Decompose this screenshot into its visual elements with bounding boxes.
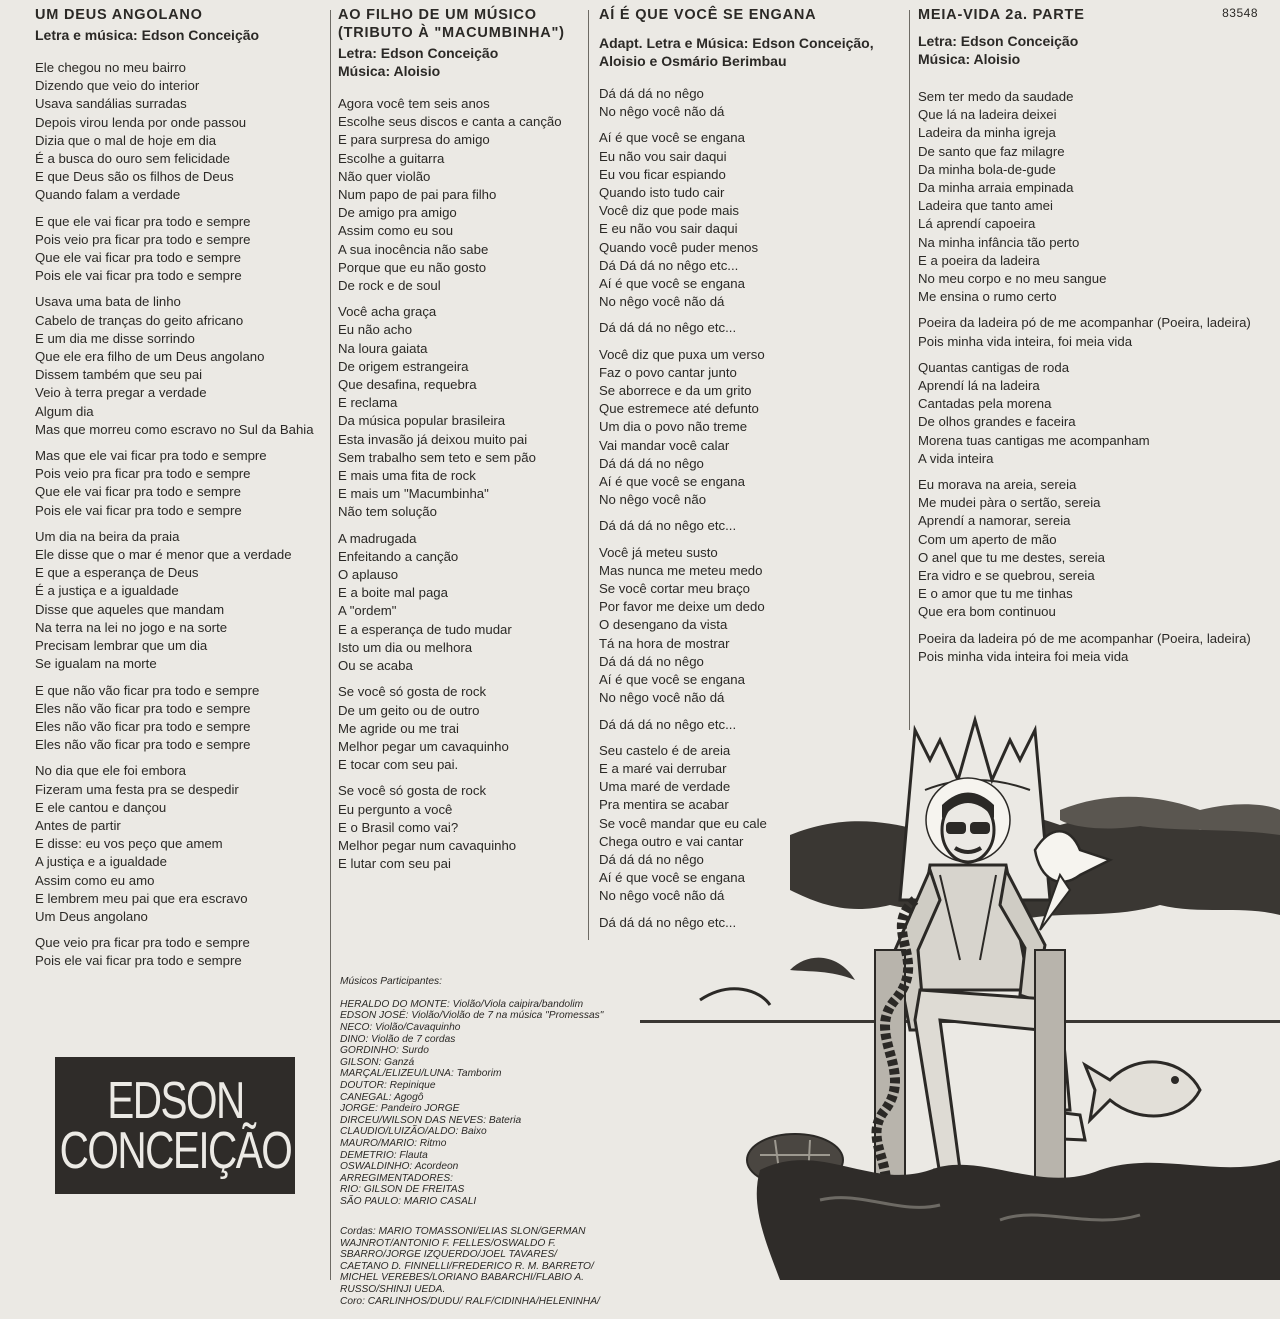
lyric-stanza: Que veio pra ficar pra todo e sempre Pois ele vai ficar pra todo e sempre [35, 935, 250, 969]
lyric-stanza: E que não vão ficar pra todo e sempre Eles não vão ficar pra todo e sempre Eles não vão ficar pra todo e sempre Eles não vão ficar pra todo e sempre [35, 682, 260, 753]
lyric-stanza: Você acha graça Eu não acho Na loura gaiata De origem estrangeira Que desafina, requebra E reclama Da música popular brasileira Esta invasão já deixou muito pai Sem trabalho sem teto e sem pão E mais uma fita de rock E mais um "Macumbinha" Não tem solução [338, 304, 536, 520]
lyric-stanza: Se você só gosta de rock De um geito ou de outro Me agride ou me trai Melhor pegar um cavaquinho E tocar com seu pai. [338, 684, 509, 773]
lyric-stanza: Quantas cantigas de roda Aprendí lá na ladeira Cantadas pela morena De olhos grandes e faceira Morena tuas cantigas me acompanham A vida inteira [918, 359, 1150, 466]
lyric-stanza: Dá dá dá no nêgo etc... [599, 518, 737, 534]
song-credits: Adapt. Letra e Música: Edson Conceição, Aloisio e Osmário Berimbau [599, 35, 874, 69]
column-divider [588, 10, 589, 940]
lyric-stanza: Mas que ele vai ficar pra todo e sempre Pois veio pra ficar pra todo e sempre Que ele vai ficar pra todo e sempre Pois ele vai ficar pra todo e sempre [35, 448, 267, 518]
logo-line: EDSON [106, 1071, 244, 1130]
lyric-stanza: Poeira da ladeira pó de me acompanhar (Poeira, ladeira) Pois minha vida inteira foi meia vida [918, 630, 1251, 664]
musicians-credits [340, 964, 640, 1319]
lyric-stanza: E que ele vai ficar pra todo e sempre Pois veio pra ficar pra todo e sempre Que ele vai ficar pra todo e sempre Pois ele vai ficar pra todo e sempre [35, 213, 251, 284]
lyric-stanza: Dá dá dá no nêgo etc... [599, 716, 737, 732]
lyric-stanza: A madrugada Enfeitando a canção O aplauso E a boite mal paga A "ordem" E a esperança de tudo mudar Isto um dia ou melhora Ou se acaba [338, 530, 512, 674]
seated-man-on-throne-illustration [640, 700, 1280, 1280]
song-credits: Letra: Edson Conceição Música: Aloisio [918, 33, 1079, 67]
lyric-stanza: Dá dá dá no nêgo etc... [599, 320, 737, 336]
column-divider [330, 10, 331, 1280]
song-title: MEIA-VIDA 2a. PARTE [918, 7, 1085, 23]
song-um-deus-angolano [35, 6, 327, 971]
lyric-stanza: Poeira da ladeira pó de me acompanhar (Poeira, ladeira) Pois minha vida inteira, foi meia vida [918, 315, 1251, 349]
musicians-group: Cordas: MARIO TOMASSONI/ELIAS SLON/GERMAN WAJNROT/ANTONIO F. FELLES/OSWALDO F. SBARRO/JORGE IZQUERDO/JOEL TAVARES/ CAETANO D. FINNELLI/FREDERICO R. M. BARRETO/ MICHEL VEREBES/LORIANO BABARCHI/FLABIO A. RUSSO/SHINJI UEDA. Coro: CARLINHOS/DUDU/ RALF/CIDINHA/HELENINHA/ [340, 1226, 600, 1307]
logo-line: CONCEIÇÃO [59, 1121, 291, 1180]
lyric-stanza: Sem ter medo da saudade Que lá na ladeira deixei Ladeira da minha igreja De santo que faz milagre Da minha bola-de-gude Da minha arraia empinada Ladeira que tanto amei Lá aprendí capoeira Na minha infância tão perto E a poeira da ladeira No meu corpo e no meu sangue Me ensina o rumo certo [918, 89, 1107, 305]
song-title: AO FILHO DE UM MÚSICO (TRIBUTO À "MACUMBINHA") [338, 7, 565, 41]
song-title: UM DEUS ANGOLANO [35, 7, 203, 23]
lyric-stanza: Ele chegou no meu bairro Dizendo que veio do interior Usava sandálias surradas Depois virou lenda por onde passou Dizia que o mal de hoje em dia É a busca do ouro sem felicidade E que Deus são os filhos de Deus Quando falam a verdade [35, 60, 247, 203]
song-ao-filho-de-um-musico [338, 6, 586, 873]
musicians-heading: Músicos Participantes: [340, 975, 442, 987]
lyric-stanza: Você diz que puxa um verso Faz o povo cantar junto Se aborrece e da um grito Que estremece até defunto Um dia o povo não treme Vai mandar você calar Dá dá dá no nêgo Aí é que você se engana No nêgo você não [599, 346, 765, 508]
song-meia-vida [918, 6, 1268, 666]
lyric-stanza: Agora você tem seis anos Escolhe seus discos e canta a canção E para surpresa do amigo Escolhe a guitarra Não quer violão Num papo de pai para filho De amigo pra amigo Assim como eu sou A sua inocência não sabe Porque que eu não gosto De rock e de soul [338, 96, 562, 294]
column-divider [909, 10, 910, 730]
song-title: AÍ É QUE VOCÊ SE ENGANA [599, 7, 817, 23]
lyric-stanza: Se você só gosta de rock Eu pergunto a você E o Brasil como vai? Melhor pegar num cavaquinho E lutar com seu pai [338, 783, 517, 872]
catalog-number: 83548 [1222, 6, 1258, 20]
artist-logo [55, 1057, 295, 1194]
lyric-stanza: Você já meteu susto Mas nunca me meteu medo Se você cortar meu braço Por favor me deixe um dedo O desengano da vista Tá na hora de mostrar Dá dá dá no nêgo Aí é que você se engana No nêgo você não dá [599, 544, 765, 706]
lyric-stanza: Eu morava na areia, sereia Me mudei pàra o sertão, sereia Aprendí a namorar, sereia Com um aperto de mão O anel que tu me destes, sereia Era vidro e se quebrou, sereia E o amor que tu me tinhas Que era bom continuou [918, 477, 1105, 620]
lyric-stanza: Aí é que você se engana Eu não vou sair daqui Eu vou ficar espiando Quando isto tudo cair Você diz que pode mais E eu não vou sair daqui Quando você puder menos Dá Dá dá no nêgo etc... Aí é que você se engana No nêgo você não dá [599, 130, 759, 310]
lyric-stanza: Um dia na beira da praia Ele disse que o mar é menor que a verdade E que a esperança de Deus É a justiça e a igualdade Disse que aqueles que mandam Na terra na lei no jogo e na sorte Precisam lembrar que um dia Se igualam na morte [35, 528, 292, 672]
song-credits: Letra e música: Edson Conceição [35, 27, 260, 43]
lyric-stanza: No dia que ele foi embora Fizeram uma festa pra se despedir E ele cantou e dançou Antes de partir E disse: eu vos peço que amem A justiça e a igualdade Assim como eu amo E lembrem meu pai que era escravo Um Deus angolano [35, 763, 248, 924]
lyric-stanza: Usava uma bata de linho Cabelo de tranças do geito africano E um dia me disse sorrindo Que ele era filho de um Deus angolano Dissem também que seu pai Veio à terra pregar a verdade Algum dia Mas que morreu como escravo no Sul da Bahia [35, 294, 314, 437]
lyric-stanza: Dá dá dá no nêgo No nêgo você não dá [599, 86, 725, 120]
lyric-stanza: Dá dá dá no nêgo etc... [599, 914, 737, 930]
lyric-stanza: Seu castelo é de areia E a maré vai derrubar Uma maré de verdade Pra mentira se acabar Se você mandar que eu cale Chega outro e vai cantar Dá dá dá no nêgo Aí é que você se engana No nêgo você não dá [599, 742, 767, 904]
musicians-group: HERALDO DO MONTE: Violão/Viola caipira/bandolim EDSON JOSÉ: Violão/Violão de 7 na música "Promessas" NECO: Violão/Cavaquinho DINO: Violão de 7 cordas GORDINHO: Surdo GILSON: Ganzá MARÇAL/ELIZEU/LUNA: Tamborim DOUTOR: Repinique CANEGAL: Agogô JORGE: Pandeiro JORGE DIRCEU/WILSON DAS NEVES: Bateria CLAUDIO/LUIZÃO/ALDO: Baixo MAURO/MARIO: Ritmo DEMETRIO: Flauta OSWALDINHO: Acordeon ARREGIMENTADORES: RIO: GILSON DE FREITAS SÃO PAULO: MARIO CASALI [340, 998, 604, 1207]
song-credits: Letra: Edson Conceição Música: Aloisio [338, 45, 499, 79]
